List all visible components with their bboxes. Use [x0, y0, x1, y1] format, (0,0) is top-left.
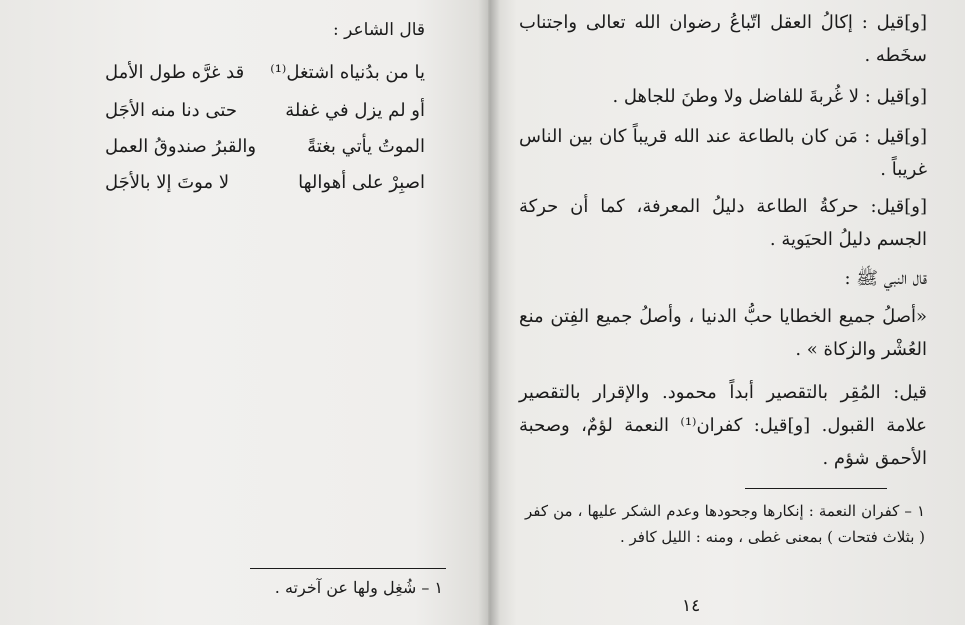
- verse-second-hemistich: والقبرُ صندوقُ العمل: [105, 136, 257, 157]
- verse-line: [105, 172, 425, 202]
- footnote-divider: [250, 568, 446, 569]
- verse-first-hemistich: الموتُ يأتي بغتةً: [307, 136, 425, 157]
- paragraph: [و]قيل : إكالُ العقل اتّباعُ رضوان الله تعالى واجتناب سخَطه .: [519, 12, 927, 66]
- book-gutter: [478, 0, 500, 625]
- verse-first-hemistich: اصبِرْ على أهوالها: [298, 172, 425, 193]
- paragraph: [و]قيل : لا غُربةَ للفاضل ولا وطنَ للجاهل .: [612, 86, 927, 107]
- verse-second-hemistich: حتى دنا منه الأجَل: [105, 100, 237, 121]
- poet-label: قال الشاعر :: [333, 20, 425, 40]
- verse-first-hemistich: يا من بدُنياه اشتغل⁽¹⁾: [270, 62, 425, 83]
- footnote: ١ – كفران النعمة : إنكارها وجحودها وعدم الشكر عليها ، من كفر ( بثلاث فتحات ) بمعنى غطى ، ومنه : الليل كافر .: [525, 502, 925, 546]
- paragraph: [و]قيل: حركةُ الطاعة دليلُ المعرفة، كما أن حركة الجسم دليلُ الحيَوية .: [519, 196, 927, 250]
- verse-line: [105, 136, 425, 166]
- hadith-intro: قال النبي ﷺ :: [844, 268, 927, 289]
- verse-second-hemistich: قد غرَّه طول الأمل: [105, 62, 245, 83]
- verse-line: [105, 100, 425, 130]
- hadith-quote: «أصلُ جميع الخطايا حبُّ الدنيا ، وأصلُ جميع الفِتن منع العُشْر والزكاة » .: [519, 306, 927, 360]
- verse-second-hemistich: لا موتَ إلا بالأجَل: [105, 172, 230, 193]
- footnote-divider: [745, 488, 887, 489]
- verse-line: [105, 62, 425, 92]
- paragraph: [و]قيل : مَن كان بالطاعة عند الله قريباً كان بين الناس غريباً .: [519, 126, 927, 180]
- paragraph: قيل: المُقِر بالتقصير أبداً محمود. والإقرار بالتقصير علامة القبول. [و]قيل: كفران⁽¹⁾ النعمة لؤمٌ، وصحبة الأحمق شؤم .: [519, 382, 927, 469]
- page-number: ١٤: [682, 596, 701, 616]
- footnote: ١ – شُغِل ولها عن آخرته .: [274, 578, 443, 597]
- verse-first-hemistich: أو لم يزل في غفلة: [285, 100, 425, 121]
